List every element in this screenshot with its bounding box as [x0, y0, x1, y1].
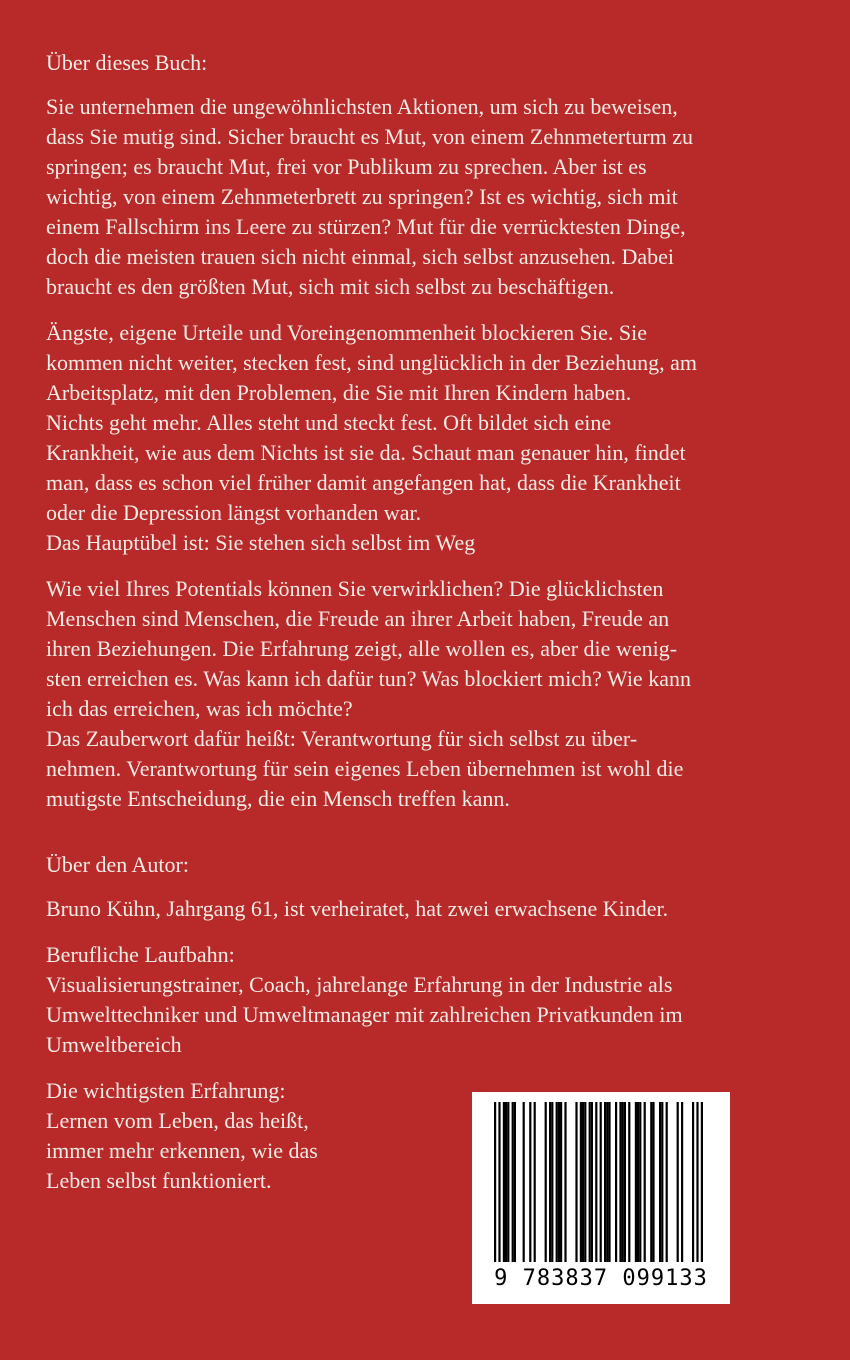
- text-line: immer mehr erkennen, wie das: [46, 1138, 318, 1163]
- about-book-heading: Über dieses Buch:: [46, 50, 208, 75]
- section-spacer: [46, 830, 806, 850]
- text-line: Menschen sind Menschen, die Freude an ihrer Arbeit haben, Freude an: [46, 606, 670, 631]
- barcode-bar: [549, 1102, 551, 1262]
- barcode-bar: [666, 1102, 668, 1262]
- barcode-bar: [681, 1102, 683, 1262]
- text-line: Arbeitsplatz, mit den Problemen, die Sie mit Ihren Kindern haben.: [46, 380, 632, 405]
- barcode-bar: [582, 1102, 584, 1262]
- career-heading: Berufliche Laufbahn:: [46, 942, 235, 967]
- career-section: [46, 940, 806, 1060]
- text-line: doch die meisten trauen sich nicht einmal, sich selbst anzusehen. Dabei: [46, 244, 675, 269]
- barcode-bar: [644, 1102, 646, 1262]
- barcode-bar: [534, 1102, 536, 1262]
- barcode-bar: [512, 1102, 514, 1262]
- experience-heading: Die wichtigsten Erfahrung:: [46, 1078, 286, 1103]
- barcode-bar: [589, 1102, 591, 1262]
- text-line: Sie unternehmen die ungewöhnlichsten Aktionen, um sich zu beweisen,: [46, 94, 678, 119]
- barcode-bar: [529, 1102, 531, 1262]
- barcode-bar: [659, 1102, 661, 1262]
- text-line: Das Zauberwort dafür heißt: Verantwortung für sich selbst zu über-: [46, 726, 638, 751]
- text-line: Visualisierungstrainer, Coach, jahrelange Erfahrung in der Industrie als: [46, 972, 673, 997]
- text-line: ich das erreichen, was ich möchte?: [46, 696, 353, 721]
- barcode-bars: [472, 1092, 730, 1268]
- text-line: Krankheit, wie aus dem Nichts ist sie da. Schaut man genauer hin, findet: [46, 440, 686, 465]
- barcode-bar: [628, 1102, 630, 1262]
- text-line: Wie viel Ihres Potentials können Sie verwirklichen? Die glücklichsten: [46, 576, 664, 601]
- barcode-bar: [619, 1102, 621, 1262]
- barcode-bar: [604, 1102, 606, 1262]
- barcode-bar: [622, 1102, 624, 1262]
- text-line: braucht es den größten Mut, sich mit sich selbst zu beschäftigen.: [46, 274, 615, 299]
- barcode-bar: [514, 1102, 516, 1262]
- barcode-bar: [523, 1102, 525, 1262]
- text-line: Leben selbst funktioniert.: [46, 1168, 272, 1193]
- text-line: man, dass es schon viel früher damit angefangen hat, dass die Krankheit: [46, 470, 681, 495]
- barcode-bar: [591, 1102, 593, 1262]
- barcode-bar: [580, 1102, 582, 1262]
- barcode-bar: [615, 1102, 617, 1262]
- about-author-heading: Über den Autor:: [46, 852, 189, 877]
- barcode-bar: [505, 1102, 507, 1262]
- barcode-bar: [692, 1102, 694, 1262]
- barcode-bar: [584, 1102, 586, 1262]
- text-line: springen; es braucht Mut, frei vor Publikum zu sprechen. Aber ist es: [46, 154, 647, 179]
- barcode-bar: [696, 1102, 698, 1262]
- text-line: Umweltbereich: [46, 1032, 182, 1057]
- text-line: oder die Depression längst vorhanden war.: [46, 500, 422, 525]
- text-line: nehmen. Verantwortung für sein eigenes Leben übernehmen ist wohl die: [46, 756, 684, 781]
- barcode-bar: [558, 1102, 560, 1262]
- text-line: ihren Beziehungen. Die Erfahrung zeigt, alle wollen es, aber die wenig-: [46, 636, 678, 661]
- barcode-bar: [556, 1102, 558, 1262]
- barcode-bar: [498, 1102, 500, 1262]
- barcode-bar: [494, 1102, 496, 1262]
- barcode-digits: 9 783837 099133: [494, 1266, 708, 1291]
- barcode-bar: [560, 1102, 562, 1262]
- back-cover-text: [46, 48, 806, 1212]
- barcode-bar: [652, 1102, 654, 1262]
- text-line: Umwelttechniker und Umweltmanager mit zahlreichen Privatkunden im: [46, 1002, 683, 1027]
- barcode-bar: [677, 1102, 679, 1262]
- barcode-bar: [650, 1102, 652, 1262]
- text-line: dass Sie mutig sind. Sicher braucht es Mut, von einem Zehnmeterturm zu: [46, 124, 694, 149]
- barcode-bar: [624, 1102, 626, 1262]
- text-line: kommen nicht weiter, stecken fest, sind unglücklich in der Beziehung, am: [46, 350, 697, 375]
- barcode-bar: [551, 1102, 553, 1262]
- barcode-bar: [600, 1102, 602, 1262]
- barcode-bar: [635, 1102, 637, 1262]
- barcode-bar: [545, 1102, 547, 1262]
- barcode-bar: [507, 1102, 509, 1262]
- about-book-paragraph-2: [46, 318, 806, 558]
- text-line: Das Hauptübel ist: Sie stehen sich selbst im Weg: [46, 530, 476, 555]
- barcode-bar: [608, 1102, 610, 1262]
- author-bio: Bruno Kühn, Jahrgang 61, ist verheiratet, hat zwei erwachsene Kinder.: [46, 896, 669, 921]
- barcode-bar: [661, 1102, 663, 1262]
- text-line: Nichts geht mehr. Alles steht und steckt fest. Oft bildet sich eine: [46, 410, 612, 435]
- barcode-bar: [595, 1102, 597, 1262]
- barcode-bar: [606, 1102, 608, 1262]
- barcode-bar: [701, 1102, 703, 1262]
- about-book-paragraph-1: [46, 92, 806, 302]
- barcode-bar: [503, 1102, 505, 1262]
- text-line: Lernen vom Leben, das heißt,: [46, 1108, 309, 1133]
- text-line: einem Fallschirm ins Leere zu stürzen? Mut für die verrücktesten Dinge,: [46, 214, 686, 239]
- text-line: sten erreichen es. Was kann ich dafür tun? Was blockiert mich? Wie kann: [46, 666, 691, 691]
- barcode-bar: [637, 1102, 639, 1262]
- barcode-bar: [564, 1102, 566, 1262]
- about-book-paragraph-3: [46, 574, 806, 814]
- isbn-barcode: [472, 1092, 730, 1304]
- text-line: mutigste Entscheidung, die ein Mensch treffen kann.: [46, 786, 510, 811]
- barcode-bar: [639, 1102, 641, 1262]
- text-line: Ängste, eigene Urteile und Voreingenommenheit blockieren Sie. Sie: [46, 320, 647, 345]
- text-line: wichtig, von einem Zehnmeterbrett zu springen? Ist es wichtig, sich mit: [46, 184, 678, 209]
- barcode-bar: [575, 1102, 577, 1262]
